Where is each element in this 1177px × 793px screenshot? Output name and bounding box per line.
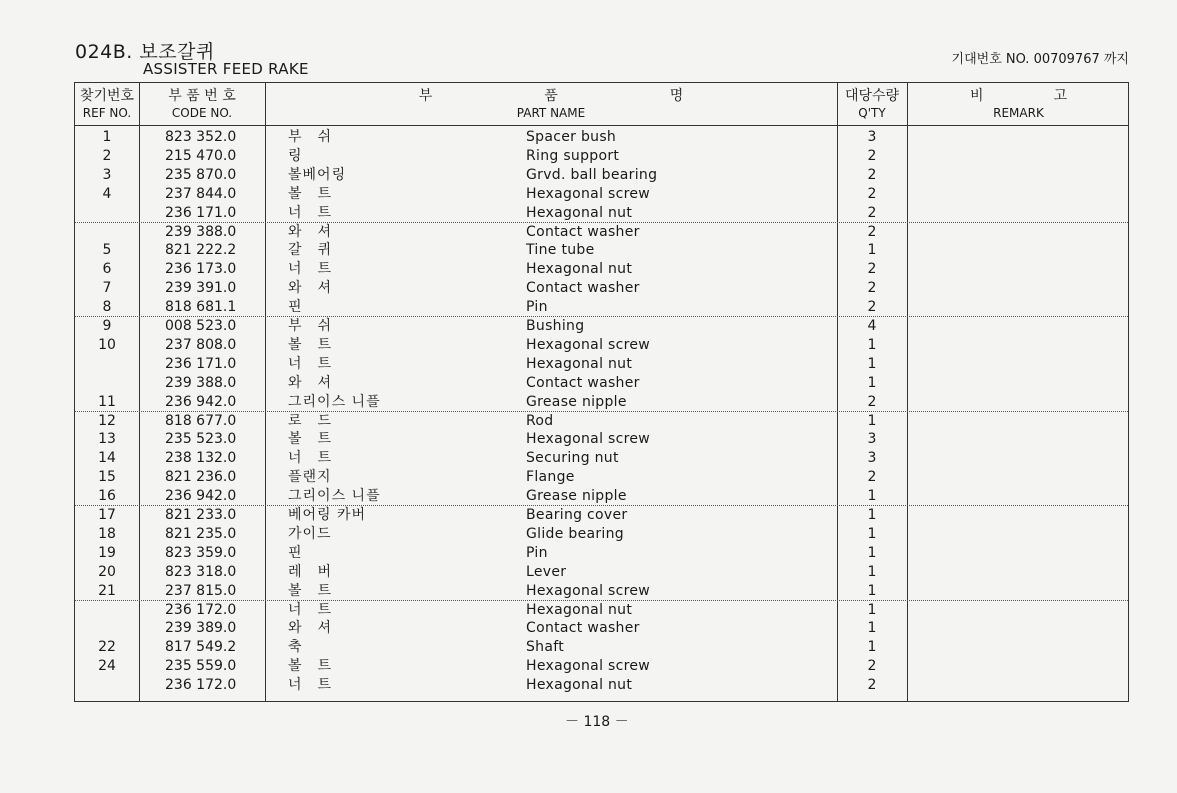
header-part-name [265, 88, 837, 122]
part-name-en: Contact washer [526, 620, 640, 637]
part-name-en: Flange [526, 469, 575, 486]
code-number: 817 549.2 [165, 639, 237, 656]
parts-table [74, 82, 1129, 702]
quantity: 2 [867, 166, 877, 183]
quantity: 1 [867, 563, 877, 580]
header-remark-en: REMARK [993, 106, 1044, 120]
code-number: 821 236.0 [165, 469, 237, 486]
part-name-ko: 볼베어링 [288, 166, 347, 183]
code-number: 236 171.0 [165, 355, 237, 372]
code-number: 236 942.0 [165, 488, 237, 505]
quantity: 2 [867, 658, 877, 675]
quantity: 1 [867, 620, 877, 637]
ref-number: 3 [102, 166, 112, 183]
quantity: 4 [867, 318, 877, 334]
part-name-ko: 볼 트 [288, 582, 333, 599]
part-name-en: Hexagonal screw [526, 431, 651, 448]
code-number: 823 352.0 [165, 129, 237, 145]
table-row [75, 147, 1128, 166]
ref-number: 9 [102, 318, 112, 334]
code-number: 239 391.0 [165, 280, 237, 297]
part-name-en: Bearing cover [526, 507, 628, 523]
quantity: 1 [867, 582, 877, 599]
code-number: 237 808.0 [165, 336, 237, 353]
part-name-en: Bushing [526, 318, 585, 334]
ref-number: 24 [98, 658, 116, 675]
code-number: 236 172.0 [165, 601, 237, 618]
part-name-en: Securing nut [526, 450, 619, 467]
header-divider [75, 125, 1128, 126]
part-name-ko: 그리이스 니플 [288, 393, 381, 410]
code-number: 236 172.0 [165, 677, 237, 694]
ref-number: 7 [102, 280, 112, 297]
part-name-ko: 베어링 카버 [288, 507, 367, 523]
part-name-ko: 너 트 [288, 450, 333, 467]
header-code-ko: 부 품 번 호 [168, 88, 236, 104]
table-row [75, 582, 1128, 601]
quantity: 1 [867, 488, 877, 505]
quantity: 2 [867, 204, 877, 221]
code-number: 239 389.0 [165, 620, 237, 637]
part-name-en: Grease nipple [526, 488, 627, 505]
part-name-ko: 볼 트 [288, 658, 333, 675]
part-name-en: Grease nipple [526, 393, 627, 410]
part-name-en: Shaft [526, 639, 565, 656]
part-name-en: Rod [526, 412, 554, 429]
code-number: 821 235.0 [165, 525, 237, 542]
code-number: 239 388.0 [165, 223, 237, 240]
ref-number: 10 [98, 336, 116, 353]
quantity: 1 [867, 336, 877, 353]
table-row [75, 544, 1128, 563]
table-row [75, 676, 1128, 695]
code-number: 235 870.0 [165, 166, 237, 183]
header-qty-ko: 대당수량 [844, 88, 900, 104]
table-row [75, 241, 1128, 260]
ref-number: 12 [98, 412, 116, 429]
table-row [75, 355, 1128, 374]
quantity: 2 [867, 223, 877, 240]
part-name-en: Grvd. ball bearing [526, 166, 658, 183]
code-number: 823 318.0 [165, 563, 237, 580]
code-number: 818 681.1 [165, 299, 237, 316]
code-number: 008 523.0 [165, 318, 237, 334]
code-number: 237 815.0 [165, 582, 237, 599]
table-row [75, 204, 1128, 223]
quantity: 1 [867, 242, 877, 259]
code-number: 215 470.0 [165, 147, 237, 164]
page-title-code: 024B. 보조갈퀴 [75, 41, 215, 63]
table-row [75, 619, 1128, 638]
ref-number: 2 [102, 147, 112, 164]
part-name-ko: 너 트 [288, 355, 333, 372]
code-number: 239 388.0 [165, 374, 237, 391]
part-name-en: Spacer bush [526, 129, 617, 145]
quantity: 3 [867, 431, 877, 448]
part-name-ko: 와 셔 [288, 223, 333, 240]
table-row [75, 260, 1128, 279]
quantity: 3 [867, 450, 877, 467]
quantity: 2 [867, 677, 877, 694]
ref-number: 15 [98, 469, 116, 486]
header-qty-en: Q'TY [858, 106, 886, 120]
part-name-ko: 플랜지 [288, 469, 332, 486]
code-number: 236 171.0 [165, 204, 237, 221]
quantity: 2 [867, 261, 877, 278]
code-number: 235 523.0 [165, 431, 237, 448]
part-name-ko: 그리이스 니플 [288, 488, 381, 505]
part-name-ko: 와 셔 [288, 280, 333, 297]
part-name-en: Contact washer [526, 223, 640, 240]
table-row [75, 601, 1128, 620]
header-remark [907, 88, 1130, 122]
part-name-ko: 링 [288, 147, 303, 164]
part-name-en: Hexagonal nut [526, 601, 633, 618]
part-name-en: Pin [526, 544, 548, 561]
part-name-en: Hexagonal nut [526, 261, 633, 278]
part-name-en: Hexagonal nut [526, 677, 633, 694]
table-row [75, 449, 1128, 468]
quantity: 1 [867, 355, 877, 372]
table-row [75, 185, 1128, 204]
ref-number: 19 [98, 544, 116, 561]
header-name-en: PART NAME [516, 106, 586, 120]
table-row [75, 525, 1128, 544]
code-number: 818 677.0 [165, 412, 237, 429]
table-row [75, 298, 1128, 317]
quantity: 3 [867, 129, 877, 145]
table-row [75, 430, 1128, 449]
part-name-en: Hexagonal screw [526, 336, 651, 353]
ref-number: 20 [98, 563, 116, 580]
table-row [75, 336, 1128, 355]
quantity: 1 [867, 601, 877, 618]
quantity: 2 [867, 147, 877, 164]
table-row [75, 638, 1128, 657]
table-row [75, 317, 1128, 336]
code-number: 238 132.0 [165, 450, 237, 467]
part-name-ko: 핀 [288, 544, 303, 561]
code-number: 237 844.0 [165, 185, 237, 202]
ref-number: 8 [102, 299, 112, 316]
part-name-ko: 레 버 [288, 563, 333, 580]
header-remark-ko: 비 고 [969, 88, 1068, 104]
table-row [75, 374, 1128, 393]
page-number: － 118 － [565, 714, 629, 730]
ref-number: 11 [98, 393, 116, 410]
part-name-ko: 너 트 [288, 261, 333, 278]
quantity: 2 [867, 469, 877, 486]
ref-number: 6 [102, 261, 112, 278]
part-name-en: Glide bearing [526, 525, 624, 542]
part-name-en: Hexagonal nut [526, 204, 633, 221]
table-row [75, 128, 1128, 147]
table-row [75, 393, 1128, 412]
quantity: 1 [867, 639, 877, 656]
part-name-ko: 와 셔 [288, 620, 333, 637]
quantity: 2 [867, 393, 877, 410]
ref-number: 14 [98, 450, 116, 467]
code-number: 236 942.0 [165, 393, 237, 410]
table-row [75, 563, 1128, 582]
part-name-en: Hexagonal screw [526, 582, 651, 599]
code-number: 823 359.0 [165, 544, 237, 561]
header-code-en: CODE NO. [171, 106, 233, 120]
part-name-ko: 핀 [288, 299, 303, 316]
table-row [75, 506, 1128, 525]
header-ref-ko: 찾기번호 [79, 88, 135, 104]
quantity: 1 [867, 374, 877, 391]
header-ref-en: REF NO. [82, 106, 132, 120]
table-row [75, 487, 1128, 506]
part-name-ko: 부 쉬 [288, 318, 333, 334]
ref-number: 22 [98, 639, 116, 656]
part-name-ko: 볼 트 [288, 336, 333, 353]
part-name-ko: 축 [288, 639, 303, 656]
ref-number: 5 [102, 242, 112, 259]
part-name-ko: 로 드 [288, 412, 333, 429]
quantity: 1 [867, 412, 877, 429]
ref-number: 1 [102, 129, 112, 145]
part-name-en: Hexagonal screw [526, 185, 651, 202]
serial-number-note: 기대번호 NO. 00709767 까지 [951, 52, 1129, 67]
header-name-ko: 부 품 명 [418, 88, 684, 104]
header-qty [837, 88, 907, 122]
quantity: 2 [867, 280, 877, 297]
ref-number: 18 [98, 525, 116, 542]
part-name-en: Contact washer [526, 280, 640, 297]
table-row [75, 223, 1128, 242]
part-name-ko: 너 트 [288, 677, 333, 694]
ref-number: 17 [98, 507, 116, 523]
quantity: 1 [867, 544, 877, 561]
code-number: 235 559.0 [165, 658, 237, 675]
ref-number: 16 [98, 488, 116, 505]
page-title-english: ASSISTER FEED RAKE [143, 60, 309, 78]
part-name-en: Lever [526, 563, 567, 580]
table-row [75, 657, 1128, 676]
part-name-en: Contact washer [526, 374, 640, 391]
quantity: 2 [867, 299, 877, 316]
header-code [139, 88, 265, 122]
part-name-ko: 갈 퀴 [288, 242, 333, 259]
code-number: 821 222.2 [165, 242, 237, 259]
quantity: 1 [867, 525, 877, 542]
table-row [75, 166, 1128, 185]
part-name-ko: 부 쉬 [288, 129, 333, 145]
quantity: 1 [867, 507, 877, 523]
part-name-en: Hexagonal screw [526, 658, 651, 675]
part-name-en: Tine tube [526, 242, 595, 259]
code-number: 821 233.0 [165, 507, 237, 523]
part-name-ko: 너 트 [288, 204, 333, 221]
part-name-en: Ring support [526, 147, 620, 164]
part-name-ko: 볼 트 [288, 185, 333, 202]
part-name-ko: 와 셔 [288, 374, 333, 391]
quantity: 2 [867, 185, 877, 202]
ref-number: 21 [98, 582, 116, 599]
part-name-ko: 너 트 [288, 601, 333, 618]
table-row [75, 468, 1128, 487]
part-name-en: Pin [526, 299, 548, 316]
ref-number: 4 [102, 185, 112, 202]
header-ref [75, 88, 139, 122]
table-row [75, 412, 1128, 431]
ref-number: 13 [98, 431, 116, 448]
code-number: 236 173.0 [165, 261, 237, 278]
table-row [75, 279, 1128, 298]
part-name-ko: 볼 트 [288, 431, 333, 448]
part-name-en: Hexagonal nut [526, 355, 633, 372]
part-name-ko: 가이드 [288, 525, 332, 542]
